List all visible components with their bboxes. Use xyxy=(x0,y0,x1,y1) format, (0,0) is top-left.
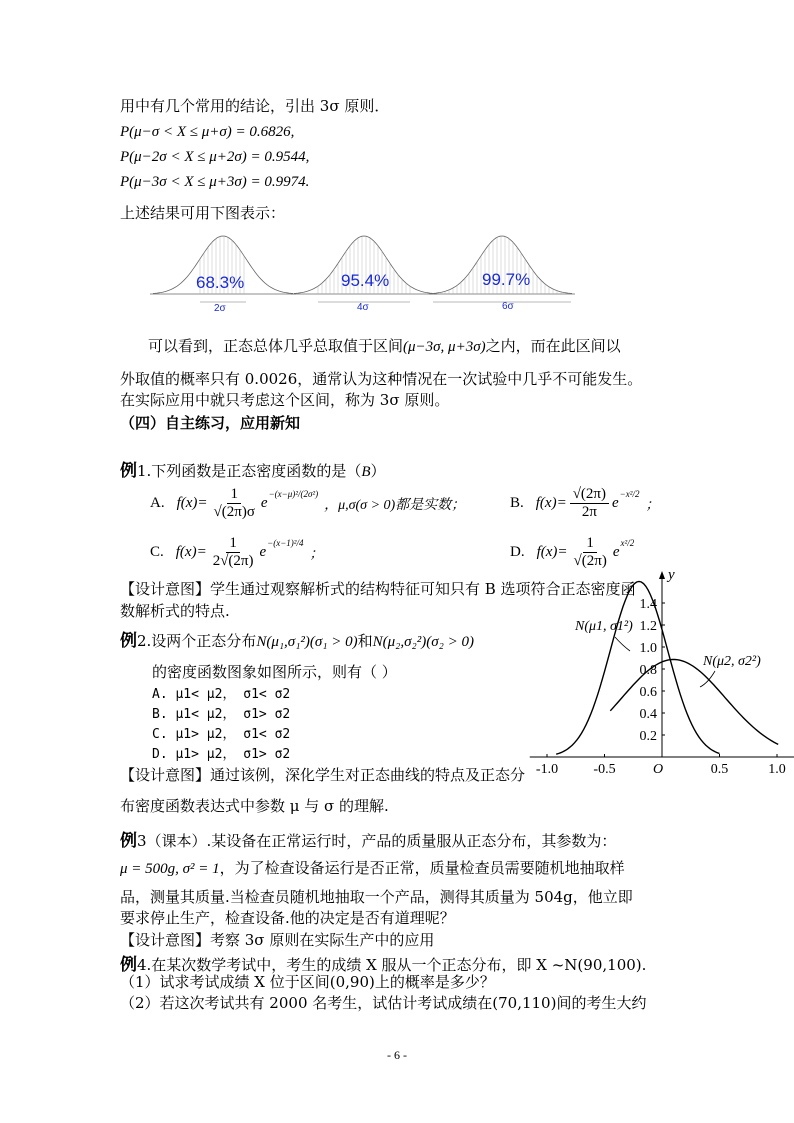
option-tail: ； xyxy=(309,546,324,562)
curve-3-label: 6σ xyxy=(502,301,514,312)
y-tick-label: 0.4 xyxy=(639,707,657,722)
ex3-design: 【设计意图】考察 3σ 原则在实际生产中的应用 xyxy=(120,931,435,949)
paragraph-line-1 xyxy=(148,335,621,356)
option-fraction xyxy=(211,486,258,521)
exp-base: e xyxy=(612,544,620,560)
ex2-title xyxy=(120,626,474,651)
intro-line: 用中有几个常用的结论，引出 3σ 原则． xyxy=(120,97,390,115)
page-number: - 6 - xyxy=(387,1048,407,1062)
exponent: −(x−μ)²/(2σ²) xyxy=(268,488,319,499)
option-lhs: f(x)= xyxy=(535,495,567,511)
ex3-line-4: 要求停止生产，检查设备.他的决定是否有道理呢？ xyxy=(120,909,455,927)
ex4-title-text: 4.在某次数学考试中，考生的成绩 X 服从一个正态分布，即 X ~N(90,100). xyxy=(137,956,647,974)
ex3-title xyxy=(120,826,616,851)
ex3-line-3: 品，测量其质量.当检查员随机地抽取一个产品，测得其质量为 504g，他立即 xyxy=(120,888,633,906)
fraction-numerator: 1 xyxy=(583,535,597,553)
series-1-pointer xyxy=(615,637,630,651)
y-tick-label: 0.6 xyxy=(639,685,657,700)
curve-2-percent: 95.4% xyxy=(341,271,390,290)
curve-1-label: 2σ xyxy=(214,303,226,314)
ex2-prefix: 例 xyxy=(120,631,137,651)
option-label: D. xyxy=(510,544,525,560)
fraction-denominator: √(2π)σ xyxy=(213,504,255,520)
y-tick-label: 1.0 xyxy=(639,641,657,656)
option-label: C. xyxy=(150,544,164,560)
option-fraction xyxy=(571,535,610,570)
option-fraction xyxy=(210,535,257,570)
ex1-option-d xyxy=(510,535,640,570)
ex4-question-2: （2）若这次考试共有 2000 名考生，试估计考试成绩在(70,110)间的考生大约 xyxy=(120,994,647,1012)
fraction-denominator: √(2π) xyxy=(573,553,607,569)
option-label: A. xyxy=(150,495,165,511)
ex2-title-text: 2.设两个正态分布 xyxy=(137,632,257,650)
option-lhs: f(x)= xyxy=(536,544,568,560)
ex2-option-d: D. μ1> μ2， σ1> σ2 xyxy=(152,747,291,762)
ex2-design-2: 布密度函数表达式中参数 μ 与 σ 的理解. xyxy=(120,797,389,815)
option-fraction xyxy=(570,486,609,521)
ex1-design-1: 【设计意图】学生通过观察解析式的结构特征可知只有 B 选项符合正态密度函 xyxy=(120,580,636,598)
ex2-n2: N(μ₂,σ₂²)(σ₂ > 0) xyxy=(372,634,474,650)
y-axis-arrow xyxy=(659,571,665,579)
paragraph-text-b: 之内，而在此区间以 xyxy=(485,337,621,355)
exp-base: e xyxy=(260,495,268,511)
section-title: （四）自主练习，应用新知 xyxy=(120,414,301,432)
curve-3-percent: 99.7% xyxy=(482,270,531,289)
x-tick-label: 0.5 xyxy=(710,762,729,777)
ex3-line-2 xyxy=(120,857,625,878)
fraction-denominator: 2√(2π) xyxy=(212,553,254,569)
ex2-n1: N(μ₁,σ₁²)(σ₁ > 0) xyxy=(256,634,358,650)
exp-base: e xyxy=(612,495,619,511)
ex1-answer: B xyxy=(361,464,371,480)
ex1-design-2: 数解析式的特点. xyxy=(120,602,230,620)
paragraph-text-a: 可以看到，正态总体几乎总取值于区间 xyxy=(148,337,404,355)
x-tick-label: -1.0 xyxy=(535,762,559,777)
normal-curves-chart xyxy=(535,567,786,795)
ex2-option-b: B. μ1< μ2， σ1> σ2 xyxy=(152,707,291,722)
exp-base: e xyxy=(259,544,267,560)
formula-1: P(μ−σ < X ≤ μ+σ) = 0.6826, xyxy=(120,124,295,140)
formula-3: P(μ−3σ < X ≤ μ+3σ) = 0.9974. xyxy=(120,174,310,190)
ex2-option-a: A. μ1< μ2， σ1< σ2 xyxy=(152,687,291,702)
ex1-option-c xyxy=(150,535,324,570)
exponent: −x²/2 xyxy=(619,488,640,499)
x-tick-label: 1.0 xyxy=(768,762,786,777)
y-tick-label: 0.8 xyxy=(639,663,657,678)
series-2-label: N(μ2, σ2²) xyxy=(703,654,761,669)
fraction-numerator: 1 xyxy=(227,486,241,504)
series-1-label: N(μ1, σ1²) xyxy=(575,619,633,634)
ex3-prefix: 例 xyxy=(120,831,137,851)
ex1-title xyxy=(120,456,386,481)
paragraph-interval: (μ−3σ, μ+3σ) xyxy=(403,339,486,355)
option-tail: ； xyxy=(645,497,660,513)
curve-2-label: 4σ xyxy=(357,302,369,313)
figure-intro: 上述结果可用下图表示： xyxy=(120,204,286,222)
paragraph-line-3: 在实际应用中就只考虑这个区间，称为 3σ 原则。 xyxy=(120,391,450,409)
y-tick-label: 1.4 xyxy=(639,597,657,612)
y-tick-label: 1.2 xyxy=(639,619,657,634)
ex2-option-c: C. μ1> μ2， σ1< σ2 xyxy=(152,727,291,742)
ex2-and: 和 xyxy=(357,632,373,650)
ex3-line-2-text: ，为了检查设备运行是否正常，质量检查员需要随机地抽取样 xyxy=(219,859,625,877)
curve-1-percent: 68.3% xyxy=(196,273,245,292)
fraction-numerator: √(2π) xyxy=(570,486,609,504)
ex3-title-text: 3（课本）.某设备在正常运行时，产品的质量服从正态分布，其参数为： xyxy=(137,832,617,850)
fraction-denominator: 2π xyxy=(581,504,597,520)
series-curve-2 xyxy=(610,660,778,745)
ex2-design-1: 【设计意图】通过该例，深化学生对正态曲线的特点及正态分 xyxy=(120,766,526,784)
ex4-prefix: 例 xyxy=(120,955,137,975)
ex3-params: μ = 500g, σ² = 1 xyxy=(120,861,220,877)
option-lhs: f(x)= xyxy=(176,495,208,511)
y-tick-label: 0.2 xyxy=(639,729,657,744)
option-lhs: f(x)= xyxy=(175,544,207,560)
ex2-line-2: 的密度函数图象如图所示，则有（ ） xyxy=(152,663,397,681)
ex1-option-a xyxy=(150,486,465,521)
ex1-title-text: 1.下列函数是正态密度函数的是（ xyxy=(137,462,362,480)
option-label: B. xyxy=(510,495,524,511)
ex1-close: ） xyxy=(370,462,386,480)
exponent: x²/2 xyxy=(620,537,635,548)
ex1-option-b xyxy=(510,486,659,521)
paragraph-line-2: 外取值的概率只有 0.0026，通常认为这种情况在一次试验中几乎不可能发生。 xyxy=(120,370,643,388)
exponent: −(x−1)²/4 xyxy=(267,537,304,548)
option-tail: ，μ,σ(σ > 0)都是实数； xyxy=(324,497,466,513)
fraction-numerator: 1 xyxy=(226,535,240,553)
x-tick-label: -0.5 xyxy=(593,762,616,777)
ex4-question-1: （1）试求考试成绩 X 位于区间(0,90)上的概率是多少？ xyxy=(120,973,495,991)
x-tick-label: O xyxy=(652,762,664,777)
ex1-prefix: 例 xyxy=(120,461,137,481)
y-axis-label: y xyxy=(668,567,675,583)
formula-2: P(μ−2σ < X ≤ μ+2σ) = 0.9544, xyxy=(120,149,310,165)
